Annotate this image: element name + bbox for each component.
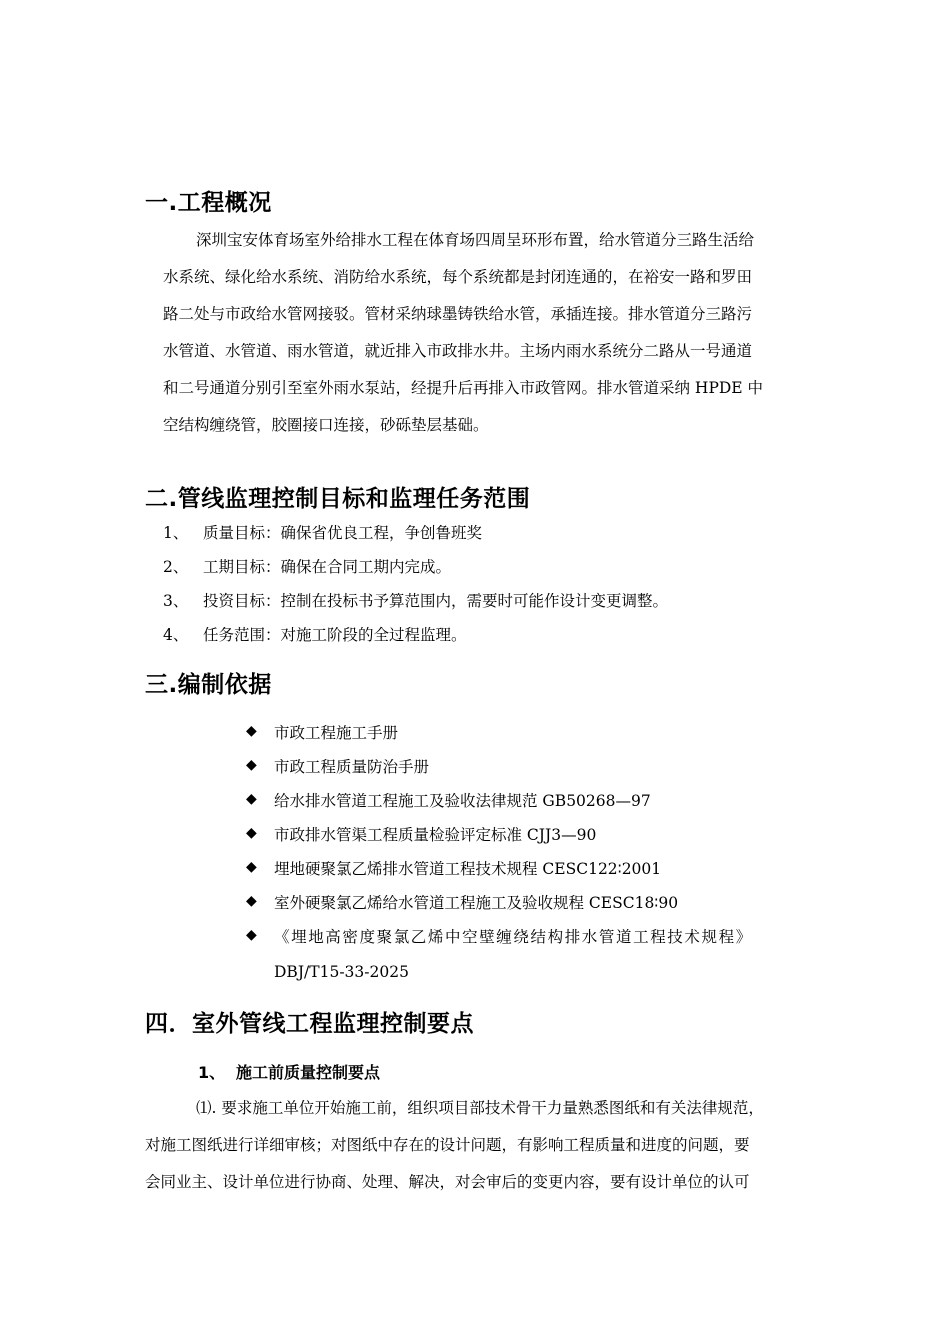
subheading-number: 1、 [198,1063,226,1082]
paragraph-line: 水系统、绿化给水系统、消防给水系统，每个系统都是封闭连通的，在裕安一路和罗田 [163,268,753,286]
paragraph-line: 路二处与市政给水管网接驳。管材采纳球墨铸铁给水管，承插连接。排水管道分三路污 [163,305,753,323]
reference-item-continuation: DBJ/T15-33-2025 [274,963,409,981]
diamond-bullet-icon: ◆ [246,893,257,909]
reference-item: 市政工程施工手册 [274,724,399,742]
list-item-number: 3、 [163,592,189,610]
reference-item: 市政工程质量防治手册 [274,758,430,776]
diamond-bullet-icon: ◆ [246,757,257,773]
diamond-bullet-icon: ◆ [246,825,257,841]
list-item-number: 2、 [163,558,189,576]
reference-item: 《埋地高密度聚氯乙烯中空壁缠绕结构排水管道工程技术规程》 [274,928,753,946]
section-3-title: 三.编制依据 [145,672,272,698]
diamond-bullet-icon: ◆ [246,791,257,807]
paragraph-line: 会同业主、设计单位进行协商、处理、解决，对会审后的变更内容，要有设计单位的认可 [145,1173,750,1191]
diamond-bullet-icon: ◆ [246,723,257,739]
reference-item: 市政排水管渠工程质量检验评定标准 CJJ3—90 [274,826,597,844]
subheading-title: 施工前质量控制要点 [236,1063,381,1082]
list-item-number: 1、 [163,524,189,542]
list-item-number: 4、 [163,626,189,644]
list-item-text: 质量目标：确保省优良工程，争创鲁班奖 [203,524,483,542]
reference-item: 给水排水管道工程施工及验收法律规范 GB50268—97 [274,792,651,810]
paragraph-line: 水管道、水管道、雨水管道，就近排入市政排水井。主场内雨水系统分二路从一号通道 [163,342,753,360]
paragraph-line: 空结构缠绕管，胶圈接口连接，砂砾垫层基础。 [163,416,489,434]
section-4-title: 四．室外管线工程监理控制要点 [145,1011,474,1037]
section-1-title: 一.工程概况 [145,190,272,216]
list-item-text: 工期目标：确保在合同工期内完成。 [203,558,452,576]
list-item-text: 投资目标：控制在投标书予算范围内，需要时可能作设计变更调整。 [203,592,669,610]
reference-item: 室外硬聚氯乙烯给水管道工程施工及验收规程 CESC18∶90 [274,894,679,912]
reference-item: 埋地硬聚氯乙烯排水管道工程技术规程 CESC122∶2001 [274,860,662,878]
section-2-title: 二.管线监理控制目标和监理任务范围 [145,486,531,512]
paragraph-line: ⑴. 要求施工单位开始施工前，组织项目部技术骨干力量熟悉图纸和有关法律规范， [196,1099,764,1117]
paragraph-line: 对施工图纸进行详细审核；对图纸中存在的设计问题，有影响工程质量和进度的问题，要 [145,1136,750,1154]
paragraph-line: 和二号通道分别引至室外雨水泵站，经提升后再排入市政管网。排水管道采纳 HPDE 中 [163,379,764,397]
diamond-bullet-icon: ◆ [246,927,257,943]
diamond-bullet-icon: ◆ [246,859,257,875]
paragraph-line: 深圳宝安体育场室外给排水工程在体育场四周呈环形布置，给水管道分三路生活给 [196,231,755,249]
list-item-text: 任务范围：对施工阶段的全过程监理。 [203,626,467,644]
